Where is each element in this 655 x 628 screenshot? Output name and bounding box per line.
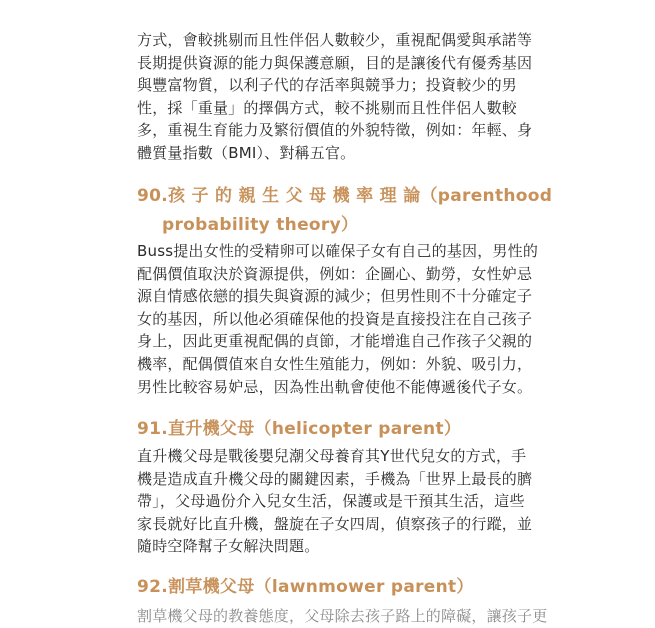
text-line: 機率，配偶價值來自女性生殖能力，例如：外貌、吸引力， xyxy=(137,354,533,373)
text-line: 男性比較容易妒忌，因為性出軌會使他不能傳遞後代子女。 xyxy=(137,377,533,396)
heading-line: 90.孩 子 的 親 生 父 母 機 率 理 論（parenthood xyxy=(137,186,553,206)
text-line: 直升機父母是戰後嬰兒潮父母養育其Y世代兒女的方式，手 xyxy=(137,447,527,465)
text-line: 方式，會較挑剔而且性伴侶人數較少，重視配偶愛與承諾等 xyxy=(137,31,533,49)
intro-paragraph xyxy=(137,29,532,165)
text-line: 配偶價值取決於資源提供，例如：企圖心、勤勞，女性妒忌 xyxy=(137,264,533,283)
text-line: 長期提供資源的能力與保護意願，目的是讓後代有優秀基因 xyxy=(137,53,533,72)
text-line: 源自情感依戀的損失與資源的減少；但男性則不十分確定子 xyxy=(137,287,533,306)
text-line: Buss提出女性的受精卵可以確保子女有自己的基因，男性的 xyxy=(137,242,539,260)
section-heading-91 xyxy=(137,415,461,444)
paragraph-90 xyxy=(137,240,538,398)
text-line: 體質量指數（BMI）、對稱五官。 xyxy=(137,143,356,162)
paragraph-91 xyxy=(137,445,532,558)
section-heading-90 xyxy=(137,182,552,240)
text-line: 機是造成直升機父母的關鍵因素，手機為「世界上最長的臍 xyxy=(137,469,533,488)
text-line: 家長就好比直升機，盤旋在子女四周，偵察孩子的行蹤，並 xyxy=(137,514,533,533)
text-line: 割草機父母的教養態度，父母除去孩子路上的障礙，讓孩子更 xyxy=(137,607,548,625)
heading-line: 92.割草機父母（lawnmower parent） xyxy=(137,577,474,597)
paragraph-92-partial xyxy=(137,605,547,628)
heading-line: 91.直升機父母（helicopter parent） xyxy=(137,419,462,439)
text-line: 身上，因此更重視配偶的貞節，才能增進自己作孩子父親的 xyxy=(137,332,533,351)
text-line: 多，重視生育能力及繁衍價值的外貌特徵，例如：年輕、身 xyxy=(137,121,533,140)
heading-line: probability theory） xyxy=(162,215,359,235)
text-line: 女的基因，所以他必須確保他的投資是直接投注在自己孩子 xyxy=(137,309,533,328)
text-line: 與豐富物質，以利子代的存活率與競爭力；投資較少的男 xyxy=(137,76,518,95)
text-line: 帶」，父母過份介入兒女生活，保護或是干預其生活，這些 xyxy=(137,492,525,511)
section-heading-92 xyxy=(137,573,474,602)
text-line: 性，採「重量」的擇偶方式，較不挑剔而且性伴侶人數較 xyxy=(137,98,518,117)
text-line: 隨時空降幫子女解決問題。 xyxy=(137,537,320,556)
